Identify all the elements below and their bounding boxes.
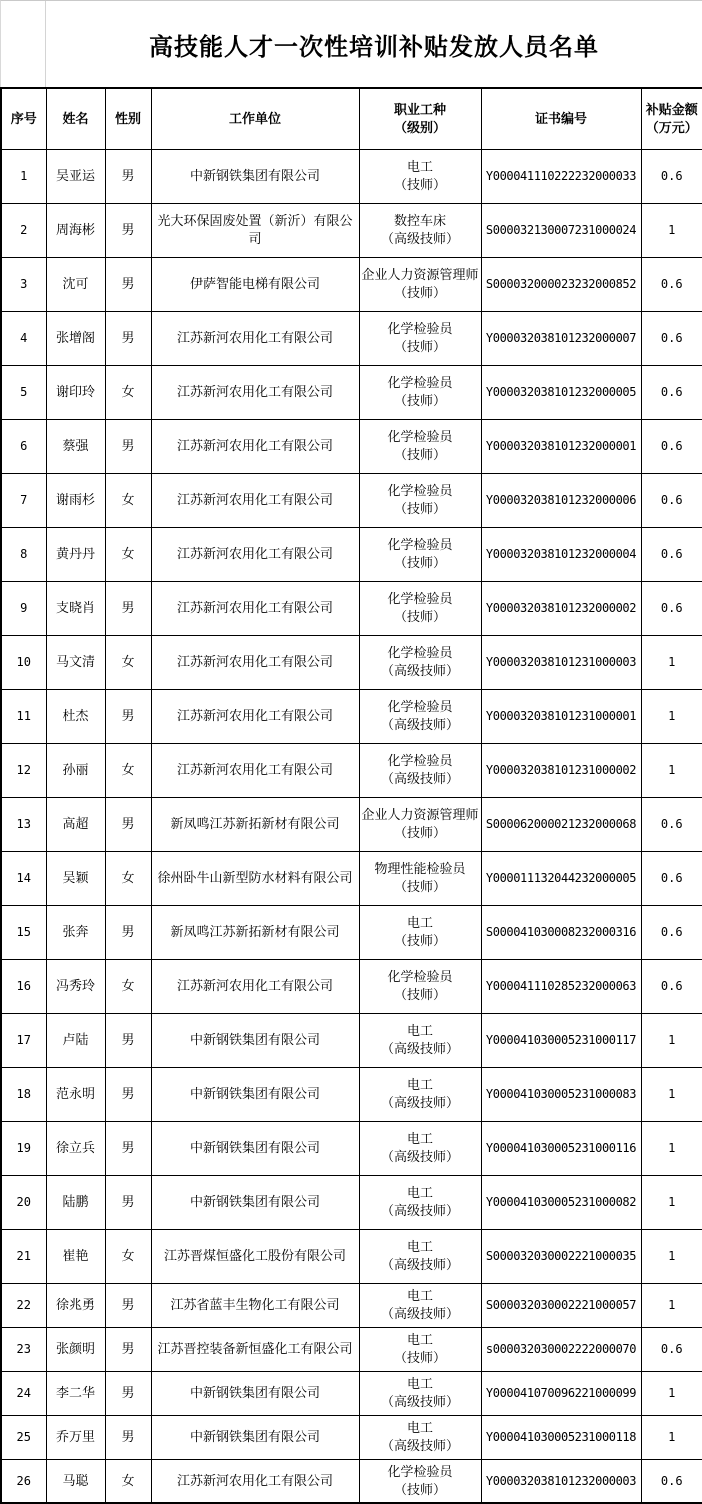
cell-amount: 1 bbox=[641, 203, 702, 257]
cell-occupation-trade: 电工 bbox=[406, 1288, 433, 1304]
cell-occupation bbox=[359, 1067, 481, 1121]
cell-certificate: S000062000021232000068 bbox=[481, 797, 641, 851]
cell-amount: 1 bbox=[641, 1175, 702, 1229]
cell-index: 8 bbox=[1, 527, 46, 581]
cell-occupation-trade: 电工 bbox=[406, 1077, 433, 1093]
cell-name: 周海彬 bbox=[46, 203, 105, 257]
cell-certificate: Y000041030005231000117 bbox=[481, 1013, 641, 1067]
cell-occupation-level: （高级技师） bbox=[380, 231, 459, 246]
cell-occupation bbox=[359, 1283, 481, 1327]
cell-index: 22 bbox=[1, 1283, 46, 1327]
table-row bbox=[1, 203, 702, 257]
cell-gender: 男 bbox=[105, 203, 151, 257]
cell-name: 李二华 bbox=[46, 1371, 105, 1415]
cell-gender: 男 bbox=[105, 797, 151, 851]
cell-certificate: Y000032038101231000003 bbox=[481, 635, 641, 689]
col-header-gender: 性别 bbox=[105, 88, 151, 149]
cell-occupation-trade: 企业人力资源管理师 bbox=[361, 807, 479, 823]
table-row bbox=[1, 473, 702, 527]
col-header-occupation bbox=[359, 88, 481, 149]
cell-name: 谢雨杉 bbox=[46, 473, 105, 527]
col-header-amount-line2: （万元） bbox=[645, 119, 698, 135]
cell-amount: 1 bbox=[641, 743, 702, 797]
cell-index: 13 bbox=[1, 797, 46, 851]
cell-occupation-level: （高级技师） bbox=[380, 663, 459, 678]
cell-certificate: Y000032038101232000006 bbox=[481, 473, 641, 527]
cell-occupation-trade: 企业人力资源管理师 bbox=[361, 267, 479, 283]
cell-certificate: Y000032038101232000005 bbox=[481, 365, 641, 419]
table-row bbox=[1, 149, 702, 203]
cell-amount: 0.6 bbox=[641, 365, 702, 419]
cell-name: 张颜明 bbox=[46, 1327, 105, 1371]
cell-occupation-trade: 化学检验员 bbox=[387, 429, 453, 445]
cell-certificate: Y000032038101231000001 bbox=[481, 689, 641, 743]
table-row bbox=[1, 743, 702, 797]
cell-amount: 0.6 bbox=[641, 311, 702, 365]
cell-gender: 男 bbox=[105, 1371, 151, 1415]
cell-company: 江苏新河农用化工有限公司 bbox=[151, 311, 359, 365]
cell-occupation-trade: 化学检验员 bbox=[387, 591, 453, 607]
cell-index: 18 bbox=[1, 1067, 46, 1121]
cell-name: 徐立兵 bbox=[46, 1121, 105, 1175]
cell-index: 5 bbox=[1, 365, 46, 419]
cell-company: 江苏新河农用化工有限公司 bbox=[151, 1459, 359, 1503]
cell-name: 张增阁 bbox=[46, 311, 105, 365]
cell-occupation-level: （高级技师） bbox=[380, 1438, 459, 1453]
title-band bbox=[0, 0, 702, 87]
cell-index: 14 bbox=[1, 851, 46, 905]
cell-name: 高超 bbox=[46, 797, 105, 851]
cell-certificate: Y000041030005231000083 bbox=[481, 1067, 641, 1121]
cell-company: 江苏新河农用化工有限公司 bbox=[151, 473, 359, 527]
cell-gender: 男 bbox=[105, 1175, 151, 1229]
cell-occupation-trade: 化学检验员 bbox=[387, 1464, 453, 1480]
cell-name: 蔡强 bbox=[46, 419, 105, 473]
cell-gender: 女 bbox=[105, 527, 151, 581]
cell-occupation-level: （技师） bbox=[393, 609, 446, 624]
cell-certificate: S000032030002221000057 bbox=[481, 1283, 641, 1327]
cell-certificate: S000032000023232000852 bbox=[481, 257, 641, 311]
col-header-company: 工作单位 bbox=[151, 88, 359, 149]
cell-occupation-level: （技师） bbox=[393, 879, 446, 894]
cell-company: 江苏新河农用化工有限公司 bbox=[151, 689, 359, 743]
cell-occupation-level: （高级技师） bbox=[380, 771, 459, 786]
cell-name: 陆鹏 bbox=[46, 1175, 105, 1229]
cell-occupation-trade: 电工 bbox=[406, 1131, 433, 1147]
cell-amount: 1 bbox=[641, 1415, 702, 1459]
table-row bbox=[1, 581, 702, 635]
cell-occupation-level: （技师） bbox=[393, 447, 446, 462]
cell-occupation bbox=[359, 1459, 481, 1503]
cell-company: 江苏新河农用化工有限公司 bbox=[151, 959, 359, 1013]
cell-amount: 0.6 bbox=[641, 257, 702, 311]
cell-amount: 0.6 bbox=[641, 149, 702, 203]
cell-occupation bbox=[359, 905, 481, 959]
personnel-table bbox=[0, 87, 702, 1504]
cell-occupation-level: （高级技师） bbox=[380, 717, 459, 732]
cell-name: 崔艳 bbox=[46, 1229, 105, 1283]
cell-name: 吴亚运 bbox=[46, 149, 105, 203]
table-row bbox=[1, 527, 702, 581]
cell-occupation-level: （技师） bbox=[393, 555, 446, 570]
cell-certificate: S000032030002221000035 bbox=[481, 1229, 641, 1283]
cell-gender: 男 bbox=[105, 1121, 151, 1175]
cell-index: 3 bbox=[1, 257, 46, 311]
cell-company: 伊萨智能电梯有限公司 bbox=[151, 257, 359, 311]
cell-certificate: Y000032038101232000007 bbox=[481, 311, 641, 365]
table-row bbox=[1, 1415, 702, 1459]
cell-index: 26 bbox=[1, 1459, 46, 1503]
table-row bbox=[1, 1067, 702, 1121]
cell-occupation-trade: 化学检验员 bbox=[387, 753, 453, 769]
col-header-amount bbox=[641, 88, 702, 149]
cell-company: 中新钢铁集团有限公司 bbox=[151, 1121, 359, 1175]
table-row bbox=[1, 1229, 702, 1283]
cell-occupation-level: （技师） bbox=[393, 825, 446, 840]
cell-occupation bbox=[359, 419, 481, 473]
cell-gender: 男 bbox=[105, 311, 151, 365]
cell-gender: 女 bbox=[105, 743, 151, 797]
cell-company: 江苏晋煤恒盛化工股份有限公司 bbox=[151, 1229, 359, 1283]
cell-occupation-trade: 化学检验员 bbox=[387, 483, 453, 499]
cell-occupation-trade: 化学检验员 bbox=[387, 969, 453, 985]
col-header-certificate: 证书编号 bbox=[481, 88, 641, 149]
table-row bbox=[1, 1327, 702, 1371]
cell-occupation-level: （技师） bbox=[393, 1350, 446, 1365]
cell-company: 中新钢铁集团有限公司 bbox=[151, 1013, 359, 1067]
cell-amount: 0.6 bbox=[641, 581, 702, 635]
col-header-index: 序号 bbox=[1, 88, 46, 149]
cell-certificate: Y000032038101232000002 bbox=[481, 581, 641, 635]
cell-occupation-trade: 化学检验员 bbox=[387, 321, 453, 337]
cell-certificate: Y000032038101232000004 bbox=[481, 527, 641, 581]
cell-certificate: Y000041070096221000099 bbox=[481, 1371, 641, 1415]
cell-occupation-trade: 化学检验员 bbox=[387, 645, 453, 661]
cell-company: 中新钢铁集团有限公司 bbox=[151, 1067, 359, 1121]
cell-occupation bbox=[359, 689, 481, 743]
cell-gender: 男 bbox=[105, 257, 151, 311]
cell-index: 4 bbox=[1, 311, 46, 365]
cell-occupation-trade: 化学检验员 bbox=[387, 537, 453, 553]
cell-occupation-trade: 数控车床 bbox=[393, 213, 446, 229]
cell-occupation-trade: 化学检验员 bbox=[387, 375, 453, 391]
cell-index: 2 bbox=[1, 203, 46, 257]
cell-company: 光大环保固废处置（新沂）有限公司 bbox=[151, 203, 359, 257]
cell-index: 25 bbox=[1, 1415, 46, 1459]
cell-amount: 1 bbox=[641, 689, 702, 743]
cell-index: 23 bbox=[1, 1327, 46, 1371]
cell-index: 20 bbox=[1, 1175, 46, 1229]
cell-name: 马聪 bbox=[46, 1459, 105, 1503]
table-row bbox=[1, 635, 702, 689]
cell-name: 徐兆勇 bbox=[46, 1283, 105, 1327]
page-title: 高技能人才一次性培训补贴发放人员名单 bbox=[149, 33, 599, 61]
table-row bbox=[1, 419, 702, 473]
table-row bbox=[1, 851, 702, 905]
cell-occupation bbox=[359, 1175, 481, 1229]
cell-index: 6 bbox=[1, 419, 46, 473]
table-row bbox=[1, 1459, 702, 1503]
cell-occupation bbox=[359, 527, 481, 581]
cell-occupation-level: （高级技师） bbox=[380, 1095, 459, 1110]
cell-occupation-trade: 电工 bbox=[406, 1420, 433, 1436]
cell-occupation-level: （技师） bbox=[393, 933, 446, 948]
cell-amount: 1 bbox=[641, 1229, 702, 1283]
cell-index: 15 bbox=[1, 905, 46, 959]
cell-company: 新凤鸣江苏新拓新材有限公司 bbox=[151, 905, 359, 959]
cell-occupation-trade: 物理性能检验员 bbox=[374, 861, 466, 877]
cell-certificate: Y000041110285232000063 bbox=[481, 959, 641, 1013]
cell-amount: 1 bbox=[641, 1371, 702, 1415]
table-row bbox=[1, 365, 702, 419]
cell-occupation bbox=[359, 1229, 481, 1283]
cell-company: 江苏晋控装备新恒盛化工有限公司 bbox=[151, 1327, 359, 1371]
table-row bbox=[1, 1371, 702, 1415]
cell-gender: 女 bbox=[105, 851, 151, 905]
table-row bbox=[1, 1121, 702, 1175]
col-header-amount-line1: 补贴金额 bbox=[645, 102, 698, 118]
cell-gender: 男 bbox=[105, 1013, 151, 1067]
cell-index: 1 bbox=[1, 149, 46, 203]
cell-gender: 男 bbox=[105, 419, 151, 473]
cell-occupation-trade: 电工 bbox=[406, 1185, 433, 1201]
table-row bbox=[1, 1013, 702, 1067]
cell-certificate: Y000032038101231000002 bbox=[481, 743, 641, 797]
cell-occupation bbox=[359, 473, 481, 527]
cell-index: 24 bbox=[1, 1371, 46, 1415]
cell-occupation-level: （高级技师） bbox=[380, 1306, 459, 1321]
cell-name: 冯秀玲 bbox=[46, 959, 105, 1013]
cell-occupation bbox=[359, 851, 481, 905]
cell-amount: 1 bbox=[641, 1067, 702, 1121]
cell-gender: 女 bbox=[105, 635, 151, 689]
cell-company: 中新钢铁集团有限公司 bbox=[151, 1175, 359, 1229]
cell-index: 16 bbox=[1, 959, 46, 1013]
cell-occupation bbox=[359, 1327, 481, 1371]
col-header-occupation-line1: 职业工种 bbox=[393, 102, 446, 118]
cell-certificate: S000032130007231000024 bbox=[481, 203, 641, 257]
cell-occupation-level: （技师） bbox=[393, 177, 446, 192]
cell-occupation-trade: 电工 bbox=[406, 1376, 433, 1392]
cell-amount: 0.6 bbox=[641, 1327, 702, 1371]
header-row bbox=[1, 88, 702, 149]
cell-occupation-trade: 化学检验员 bbox=[387, 699, 453, 715]
cell-occupation-level: （技师） bbox=[393, 393, 446, 408]
table-row bbox=[1, 311, 702, 365]
cell-company: 新凤鸣江苏新拓新材有限公司 bbox=[151, 797, 359, 851]
cell-gender: 女 bbox=[105, 1229, 151, 1283]
cell-occupation bbox=[359, 1121, 481, 1175]
cell-certificate: Y000041030005231000118 bbox=[481, 1415, 641, 1459]
cell-name: 沈可 bbox=[46, 257, 105, 311]
cell-occupation-level: （技师） bbox=[393, 1481, 446, 1497]
cell-occupation-trade: 电工 bbox=[406, 1023, 433, 1039]
table-row bbox=[1, 905, 702, 959]
cell-occupation-level: （技师） bbox=[393, 987, 446, 1002]
cell-company: 江苏新河农用化工有限公司 bbox=[151, 635, 359, 689]
cell-gender: 女 bbox=[105, 1459, 151, 1503]
cell-name: 马文清 bbox=[46, 635, 105, 689]
cell-certificate: Y000032038101232000001 bbox=[481, 419, 641, 473]
cell-company: 江苏新河农用化工有限公司 bbox=[151, 743, 359, 797]
cell-gender: 男 bbox=[105, 1327, 151, 1371]
cell-occupation bbox=[359, 959, 481, 1013]
cell-gender: 男 bbox=[105, 581, 151, 635]
cell-occupation bbox=[359, 1013, 481, 1067]
cell-name: 孙丽 bbox=[46, 743, 105, 797]
cell-occupation-trade: 电工 bbox=[406, 1332, 433, 1348]
cell-occupation bbox=[359, 203, 481, 257]
table-row bbox=[1, 257, 702, 311]
cell-gender: 男 bbox=[105, 689, 151, 743]
cell-gender: 女 bbox=[105, 473, 151, 527]
cell-occupation-level: （高级技师） bbox=[380, 1041, 459, 1056]
cell-certificate: s000032030002222000070 bbox=[481, 1327, 641, 1371]
cell-index: 7 bbox=[1, 473, 46, 527]
cell-name: 范永明 bbox=[46, 1067, 105, 1121]
cell-company: 江苏省蓝丰生物化工有限公司 bbox=[151, 1283, 359, 1327]
table-body bbox=[1, 149, 702, 1503]
cell-occupation-trade: 电工 bbox=[406, 159, 433, 175]
cell-amount: 0.6 bbox=[641, 527, 702, 581]
table-row bbox=[1, 959, 702, 1013]
cell-occupation-trade: 电工 bbox=[406, 1239, 433, 1255]
cell-name: 杜杰 bbox=[46, 689, 105, 743]
cell-certificate: Y000041030005231000116 bbox=[481, 1121, 641, 1175]
cell-gender: 男 bbox=[105, 1067, 151, 1121]
cell-amount: 1 bbox=[641, 635, 702, 689]
cell-amount: 0.6 bbox=[641, 851, 702, 905]
cell-index: 17 bbox=[1, 1013, 46, 1067]
cell-occupation-level: （技师） bbox=[393, 285, 446, 300]
cell-gender: 男 bbox=[105, 1415, 151, 1459]
cell-certificate: S000041030008232000316 bbox=[481, 905, 641, 959]
cell-name: 卢陆 bbox=[46, 1013, 105, 1067]
cell-company: 江苏新河农用化工有限公司 bbox=[151, 365, 359, 419]
cell-index: 21 bbox=[1, 1229, 46, 1283]
cell-certificate: Y000011132044232000005 bbox=[481, 851, 641, 905]
cell-gender: 女 bbox=[105, 959, 151, 1013]
cell-occupation bbox=[359, 635, 481, 689]
cell-gender: 女 bbox=[105, 365, 151, 419]
table-row bbox=[1, 797, 702, 851]
cell-certificate: Y000041110222232000033 bbox=[481, 149, 641, 203]
cell-occupation bbox=[359, 743, 481, 797]
cell-occupation-level: （技师） bbox=[393, 501, 446, 516]
cell-company: 徐州卧牛山新型防水材料有限公司 bbox=[151, 851, 359, 905]
table-row bbox=[1, 1283, 702, 1327]
cell-amount: 1 bbox=[641, 1121, 702, 1175]
cell-company: 中新钢铁集团有限公司 bbox=[151, 1371, 359, 1415]
cell-amount: 1 bbox=[641, 1283, 702, 1327]
cell-occupation bbox=[359, 581, 481, 635]
cell-index: 12 bbox=[1, 743, 46, 797]
cell-gender: 男 bbox=[105, 149, 151, 203]
cell-company: 江苏新河农用化工有限公司 bbox=[151, 419, 359, 473]
cell-company: 中新钢铁集团有限公司 bbox=[151, 149, 359, 203]
cell-occupation bbox=[359, 1371, 481, 1415]
cell-certificate: Y000041030005231000082 bbox=[481, 1175, 641, 1229]
cell-index: 10 bbox=[1, 635, 46, 689]
cell-occupation bbox=[359, 365, 481, 419]
cell-gender: 男 bbox=[105, 1283, 151, 1327]
cell-occupation bbox=[359, 797, 481, 851]
table-row bbox=[1, 689, 702, 743]
cell-occupation bbox=[359, 311, 481, 365]
cell-amount: 1 bbox=[641, 1013, 702, 1067]
cell-name: 乔万里 bbox=[46, 1415, 105, 1459]
cell-occupation bbox=[359, 1415, 481, 1459]
table-row bbox=[1, 1175, 702, 1229]
cell-name: 谢印玲 bbox=[46, 365, 105, 419]
cell-certificate: Y000032038101232000003 bbox=[481, 1459, 641, 1503]
cell-amount: 0.6 bbox=[641, 959, 702, 1013]
cell-name: 黄丹丹 bbox=[46, 527, 105, 581]
cell-occupation bbox=[359, 257, 481, 311]
cell-company: 中新钢铁集团有限公司 bbox=[151, 1415, 359, 1459]
cell-occupation-trade: 电工 bbox=[406, 915, 433, 931]
cell-name: 支晓肖 bbox=[46, 581, 105, 635]
cell-gender: 男 bbox=[105, 905, 151, 959]
cell-company: 江苏新河农用化工有限公司 bbox=[151, 581, 359, 635]
cell-amount: 0.6 bbox=[641, 473, 702, 527]
cell-index: 19 bbox=[1, 1121, 46, 1175]
cell-occupation-level: （高级技师） bbox=[380, 1203, 459, 1218]
title-left-spacer-cell bbox=[1, 1, 46, 87]
cell-index: 11 bbox=[1, 689, 46, 743]
col-header-name: 姓名 bbox=[46, 88, 105, 149]
cell-name: 吴颖 bbox=[46, 851, 105, 905]
cell-amount: 0.6 bbox=[641, 419, 702, 473]
cell-amount: 0.6 bbox=[641, 905, 702, 959]
cell-amount: 0.6 bbox=[641, 1459, 702, 1503]
cell-occupation-level: （高级技师） bbox=[380, 1149, 459, 1164]
cell-amount: 0.6 bbox=[641, 797, 702, 851]
cell-occupation-level: （技师） bbox=[393, 339, 446, 354]
cell-name: 张奔 bbox=[46, 905, 105, 959]
cell-index: 9 bbox=[1, 581, 46, 635]
cell-occupation bbox=[359, 149, 481, 203]
col-header-occupation-line2: （级别） bbox=[393, 119, 446, 135]
cell-occupation-level: （高级技师） bbox=[380, 1257, 459, 1272]
cell-occupation-level: （高级技师） bbox=[380, 1394, 459, 1409]
cell-company: 江苏新河农用化工有限公司 bbox=[151, 527, 359, 581]
